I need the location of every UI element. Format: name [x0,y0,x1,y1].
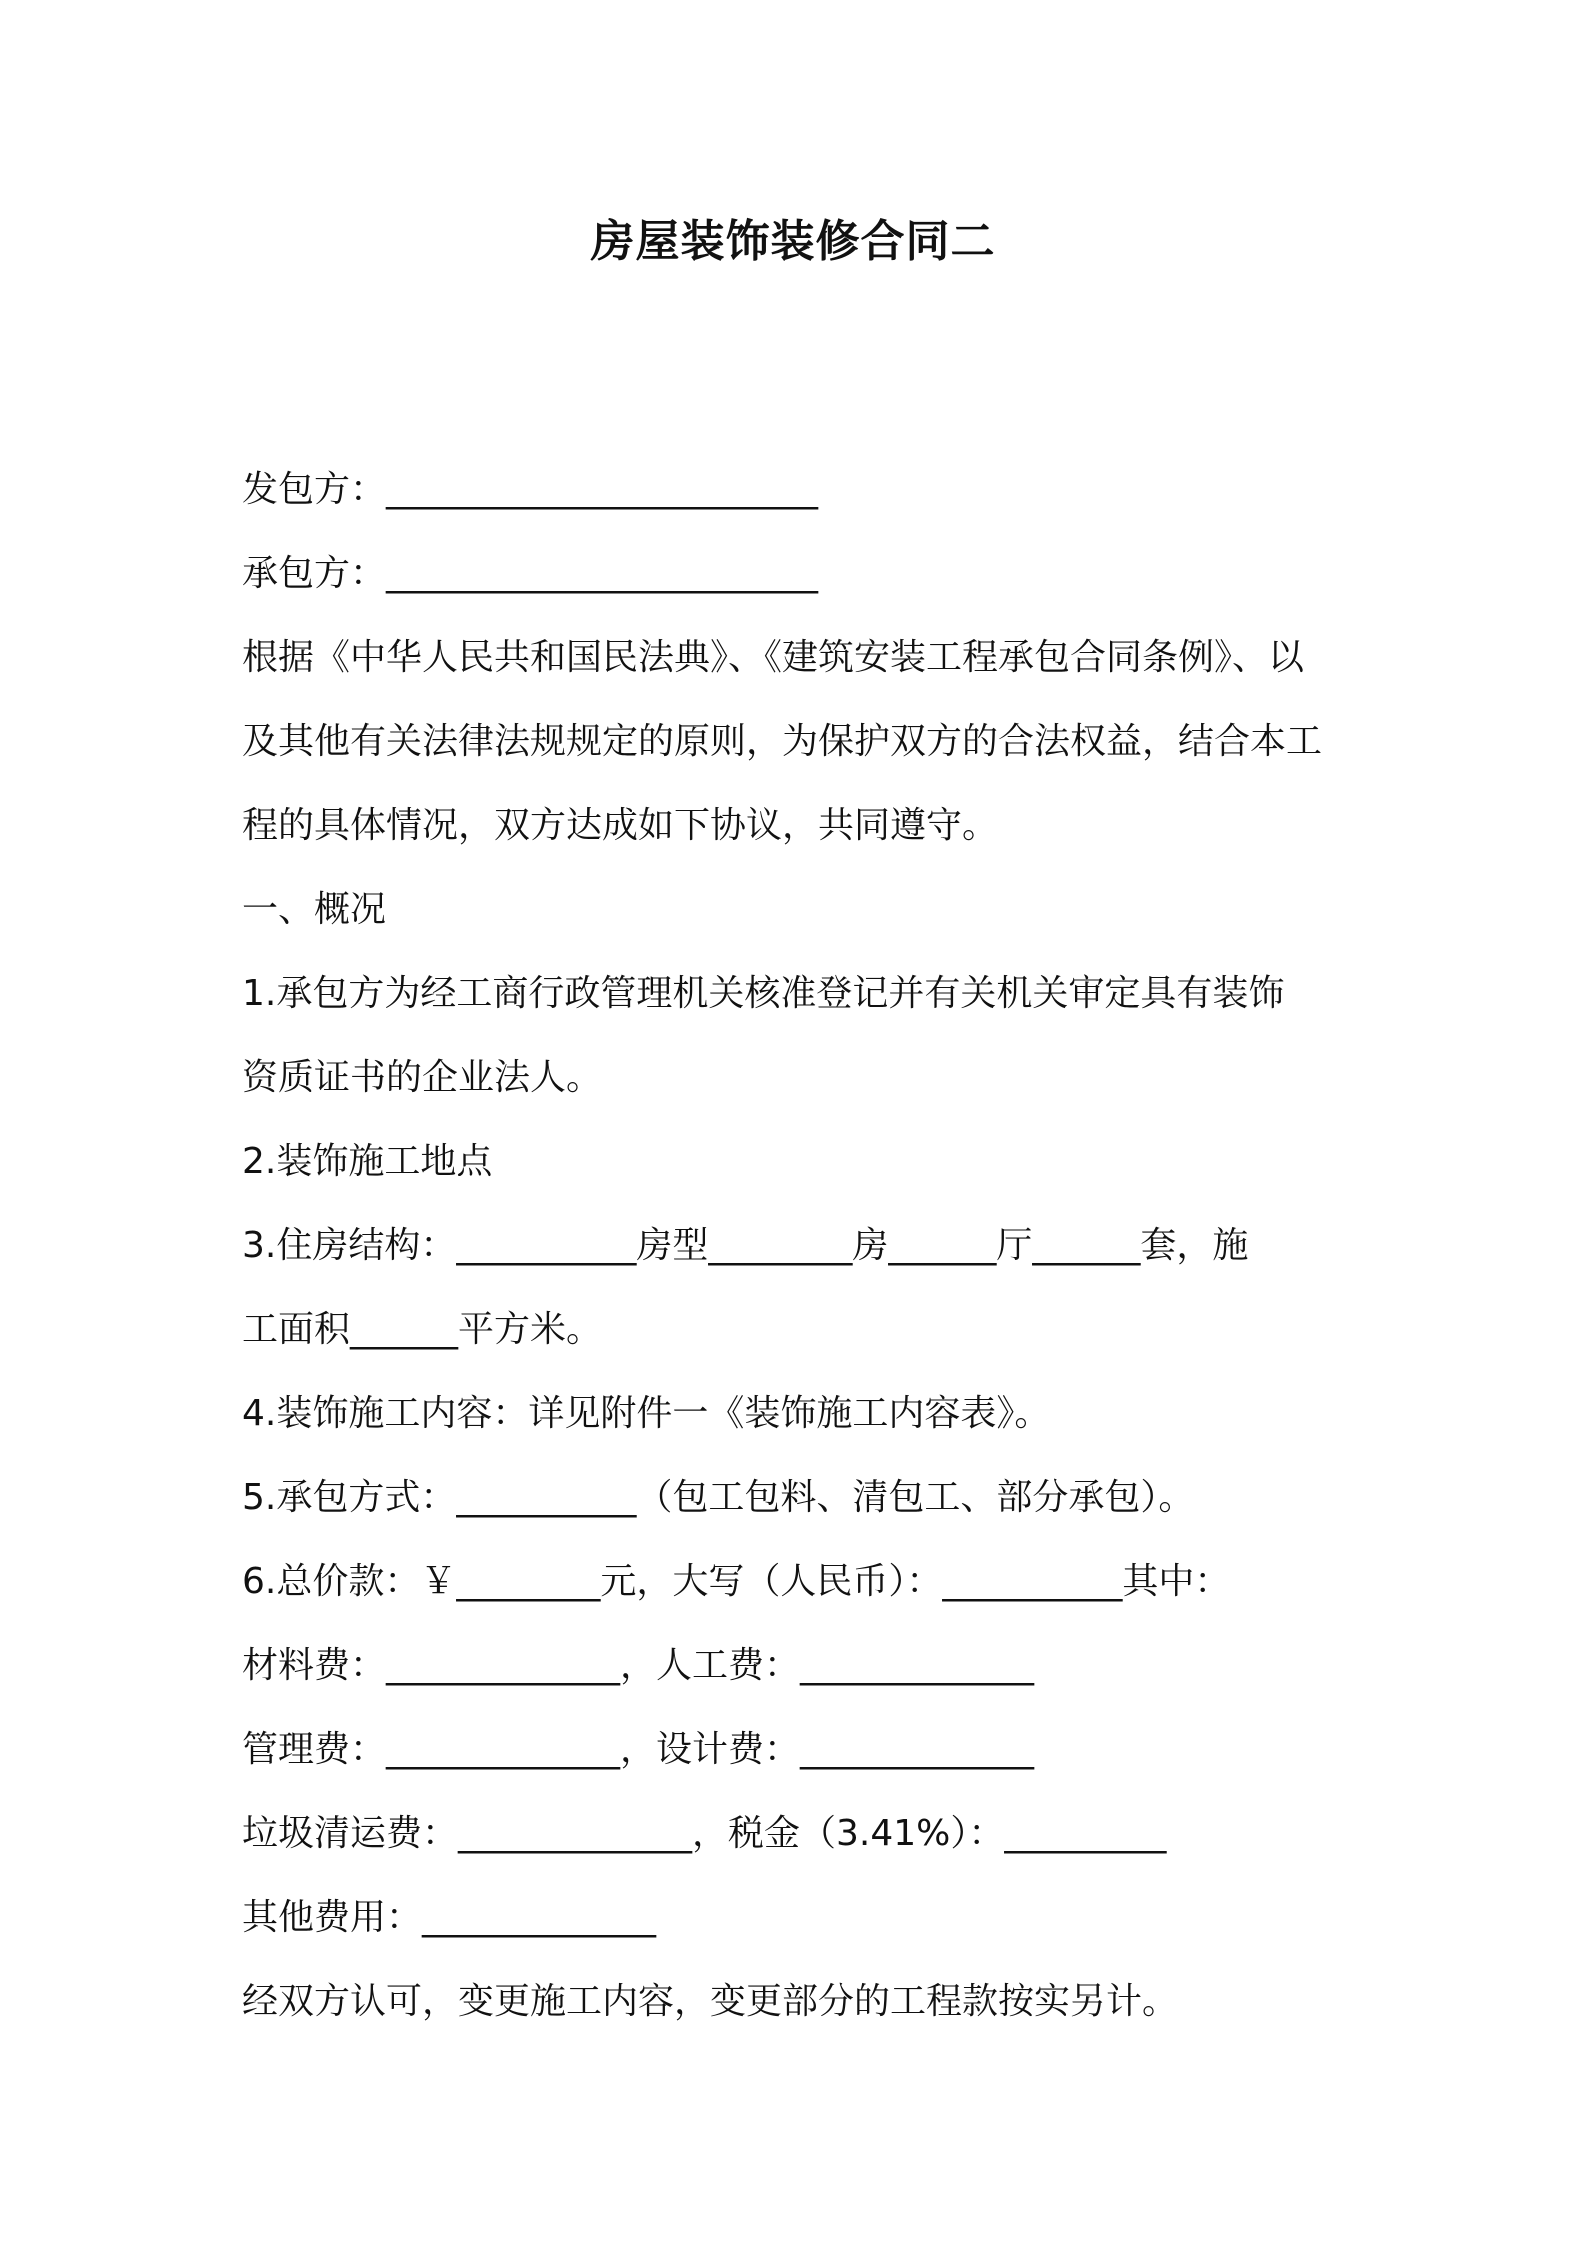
fee-line-other: 其他费用：_____________ [242,1897,657,1938]
preamble-line-2: 及其他有关法律法规规定的原则，为保护双方的合法权益，结合本工 [242,721,1323,762]
section-heading-overview: 一、概况 [242,889,387,930]
clause-1-line-1: 1.承包方为经工商行政管理机关核准登记并有关机关审定具有装饰 [242,973,1285,1014]
change-clause: 经双方认可，变更施工内容，变更部分的工程款按实另计。 [242,1981,1179,2022]
clause-5: 5.承包方式：__________（包工包料、清包工、部分承包）。 [242,1477,1195,1518]
preamble-line-1: 根据《中华人民共和国民法典》、《建筑安装工程承包合同条例》、以 [242,637,1305,678]
fee-line-management-design: 管理费：_____________，设计费：_____________ [242,1729,1035,1770]
fee-line-waste-tax: 垃圾清运费：_____________，税金（3.41%）：_________ [242,1813,1167,1854]
clause-6-total-price: 6.总价款：￥________元，大写（人民币）：__________其中： [242,1561,1231,1602]
document-body [242,448,1354,2044]
fee-line-material-labor: 材料费：_____________，人工费：_____________ [242,1645,1035,1686]
document-title: 房屋装饰装修合同二 [590,216,996,267]
party-b-line: 承包方：________________________ [242,553,819,594]
clause-2: 2.装饰施工地点 [242,1141,493,1182]
clause-3-line-2: 工面积______平方米。 [242,1309,603,1350]
clause-3-line-1: 3.住房结构：__________房型________房______厅______套，施 [242,1225,1249,1266]
clause-4: 4.装饰施工内容：详见附件一《装饰施工内容表》。 [242,1393,1051,1434]
party-a-line: 发包方：________________________ [242,469,819,510]
preamble-line-3: 程的具体情况，双方达成如下协议，共同遵守。 [242,805,999,846]
clause-1-line-2: 资质证书的企业法人。 [242,1057,603,1098]
